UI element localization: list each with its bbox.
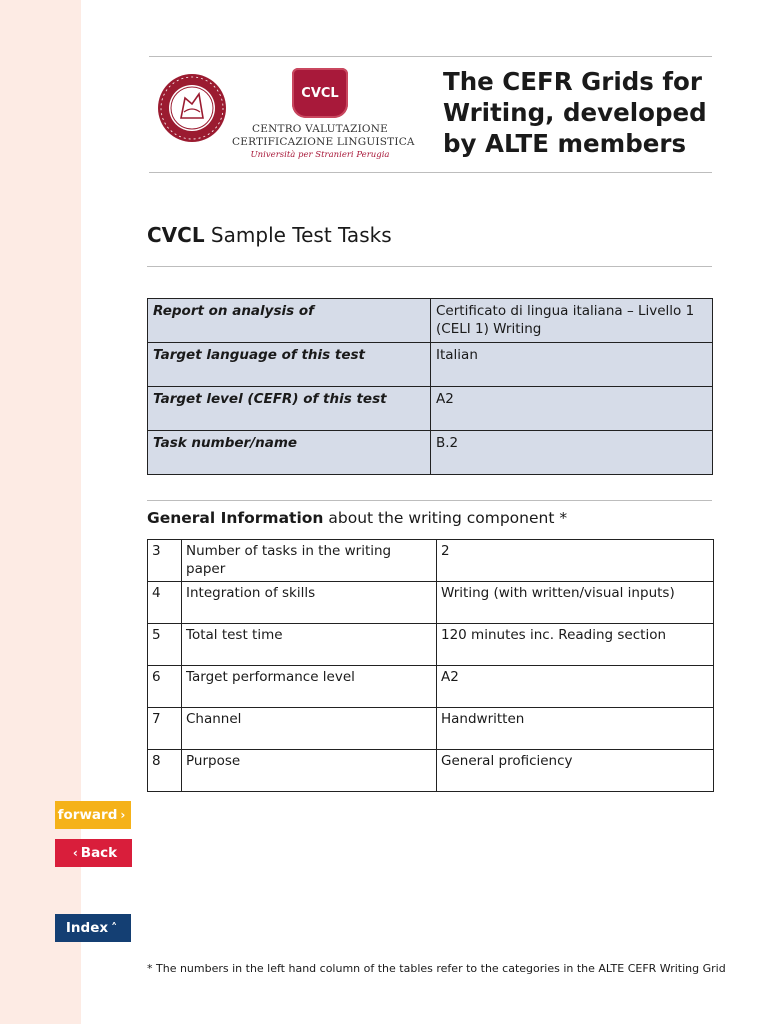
- forward-button[interactable]: [55, 801, 131, 829]
- table-row: [148, 708, 714, 750]
- table-row: [148, 343, 713, 387]
- row-label: Total test time: [182, 624, 437, 666]
- row-number: 3: [148, 540, 182, 582]
- chevron-up-icon: ˄: [111, 921, 118, 935]
- table-row: [148, 299, 713, 343]
- back-button[interactable]: [55, 839, 132, 867]
- info-label: Target language of this test: [148, 343, 431, 387]
- row-value: 120 minutes inc. Reading section: [437, 624, 714, 666]
- row-value: A2: [437, 666, 714, 708]
- title-line-1: The CEFR Grids for: [443, 67, 702, 96]
- table-row: [148, 666, 714, 708]
- row-number: 4: [148, 582, 182, 624]
- section-title-bold: CVCL: [147, 223, 205, 247]
- cvcl-logo-line3: Università per Stranieri Perugia: [250, 150, 390, 160]
- info-value: A2: [431, 387, 713, 431]
- table-row: [148, 540, 714, 582]
- row-value: 2: [437, 540, 714, 582]
- row-label: Number of tasks in the writing paper: [182, 540, 437, 582]
- table-row: [148, 387, 713, 431]
- general-info-table: [147, 539, 714, 792]
- info-value: Italian: [431, 343, 713, 387]
- section-title-rest: Sample Test Tasks: [204, 223, 392, 247]
- left-margin-band: [0, 0, 81, 1024]
- cvcl-logo-line1: CENTRO VALUTAZIONE: [252, 123, 388, 135]
- row-value: Writing (with written/visual inputs): [437, 582, 714, 624]
- row-value: Handwritten: [437, 708, 714, 750]
- cvcl-badge: CVCL: [292, 68, 348, 118]
- cvcl-logo-line2: CERTIFICAZIONE LINGUISTICA: [232, 136, 415, 148]
- table-row: [148, 624, 714, 666]
- back-label: Back: [80, 845, 118, 861]
- table-row: [148, 750, 714, 792]
- chevron-left-icon: ‹: [72, 846, 78, 860]
- title-line-3: by ALTE members: [443, 129, 687, 158]
- info-label: Target level (CEFR) of this test: [148, 387, 431, 431]
- index-button[interactable]: [55, 914, 131, 942]
- forward-label: forward: [57, 807, 118, 823]
- title-line-2: Writing, developed: [443, 98, 707, 127]
- index-label: Index: [65, 920, 109, 936]
- section-rule: [147, 266, 712, 267]
- general-info-title-rest: about the writing component *: [323, 509, 568, 527]
- row-number: 6: [148, 666, 182, 708]
- row-label: Integration of skills: [182, 582, 437, 624]
- general-info-rule: [147, 500, 712, 501]
- university-seal-logo: [154, 72, 230, 144]
- test-info-table: [147, 298, 713, 475]
- header-bottom-rule: [149, 172, 712, 173]
- info-value: B.2: [431, 431, 713, 475]
- table-row: [148, 431, 713, 475]
- row-label: Channel: [182, 708, 437, 750]
- info-label: Report on analysis of: [148, 299, 431, 343]
- section-title: [147, 223, 392, 247]
- row-value: General proficiency: [437, 750, 714, 792]
- document-title: [443, 66, 711, 159]
- row-number: 5: [148, 624, 182, 666]
- footnote: * The numbers in the left hand column of the tables refer to the categories in the ALTE CEFR Writing Grid: [147, 962, 726, 975]
- header-top-rule: [149, 56, 712, 57]
- row-label: Target performance level: [182, 666, 437, 708]
- row-number: 8: [148, 750, 182, 792]
- cvcl-logo: [232, 68, 415, 168]
- row-number: 7: [148, 708, 182, 750]
- general-info-title: [147, 509, 567, 527]
- row-label: Purpose: [182, 750, 437, 792]
- general-info-title-bold: General Information: [147, 509, 324, 527]
- chevron-right-icon: ›: [120, 808, 126, 822]
- seal-icon: [154, 72, 230, 144]
- info-value: Certificato di lingua italiana – Livello 1 (CELI 1) Writing: [431, 299, 713, 343]
- table-row: [148, 582, 714, 624]
- info-label: Task number/name: [148, 431, 431, 475]
